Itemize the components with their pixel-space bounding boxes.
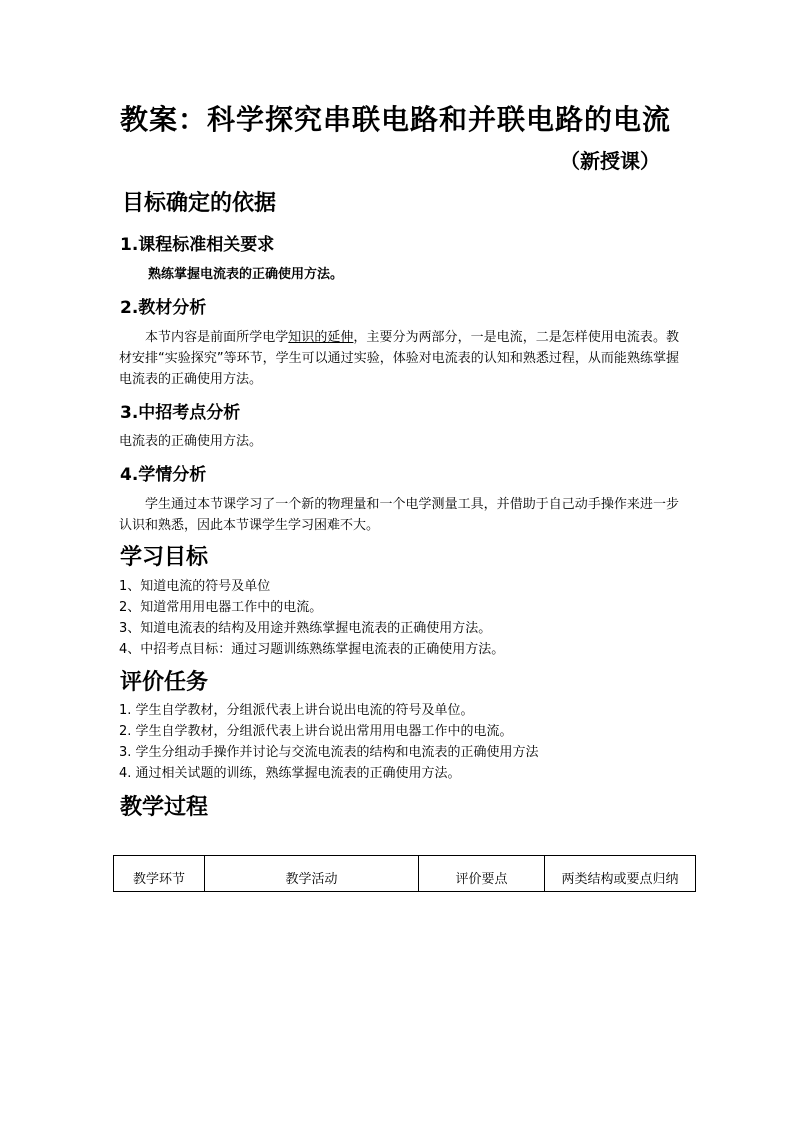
learner-analysis-text: 学生通过本节课学习了一个新的物理量和一个电学测量工具，并借助于自己动手操作来进一步认识和熟悉，因此本节课学生学习困难不大。: [119, 497, 679, 533]
subheading-learner: 4.学情分析: [120, 465, 207, 485]
objective-item: 3、知道电流表的结构及用途并熟练掌握电流表的正确使用方法。: [119, 621, 492, 636]
page-title: 教案：科学探究串联电路和并联电路的电流: [120, 103, 672, 136]
teaching-process-table: [113, 855, 696, 892]
subheading-textbook: 2.教材分析: [120, 298, 207, 318]
evaluation-item: 2. 学生自学教材，分组派代表上讲台说出常用用电器工作中的电流。: [119, 724, 513, 739]
objective-item: 2、知道常用用电器工作中的电流。: [119, 600, 323, 615]
textbook-text-pre: 本节内容是前面所学电学: [145, 330, 289, 345]
subheading-exam-points: 3.中招考点分析: [120, 403, 241, 423]
section-heading-objectives: 学习目标: [120, 545, 209, 570]
objective-item: 1、知道电流的符号及单位: [119, 579, 271, 594]
textbook-text-underlined: 知识的延伸: [288, 330, 354, 345]
objective-item: 4、中招考点目标：通过习题训练熟练掌握电流表的正确使用方法。: [119, 642, 505, 657]
table-header-cell: 两类结构或要点归纳: [545, 856, 696, 892]
table-header-row: [114, 856, 696, 892]
evaluation-item: 3. 学生分组动手操作并讨论与交流电流表的结构和电流表的正确使用方法: [119, 745, 539, 760]
evaluation-item: 4. 通过相关试题的训练，熟练掌握电流表的正确使用方法。: [119, 766, 461, 781]
subheading-curriculum: 1.课程标准相关要求: [120, 235, 275, 255]
section-heading-process: 教学过程: [120, 795, 209, 820]
textbook-text-post: ，主要分为两部分，一是电流，二是怎样使用电流表。教材安排“实验探究”等环节，学生可以通过实验，体验对电流表的认知和熟悉过程，从而能熟练掌握电流表的正确使用方法。: [119, 330, 679, 387]
page-subtitle: （新授课）: [560, 149, 660, 173]
table-header-cell: 评价要点: [419, 856, 545, 892]
evaluation-item: 1. 学生自学教材，分组派代表上讲台说出电流的符号及单位。: [119, 703, 474, 718]
table-header-cell: 教学活动: [205, 856, 419, 892]
section-heading-basis: 目标确定的依据: [122, 191, 277, 216]
exam-points-text: 电流表的正确使用方法。: [119, 434, 263, 449]
curriculum-text: 熟练掌握电流表的正确使用方法。: [148, 267, 344, 282]
textbook-analysis-text: [119, 327, 679, 390]
section-heading-evaluation: 评价任务: [120, 670, 209, 695]
table-header-cell: 教学环节: [114, 856, 205, 892]
